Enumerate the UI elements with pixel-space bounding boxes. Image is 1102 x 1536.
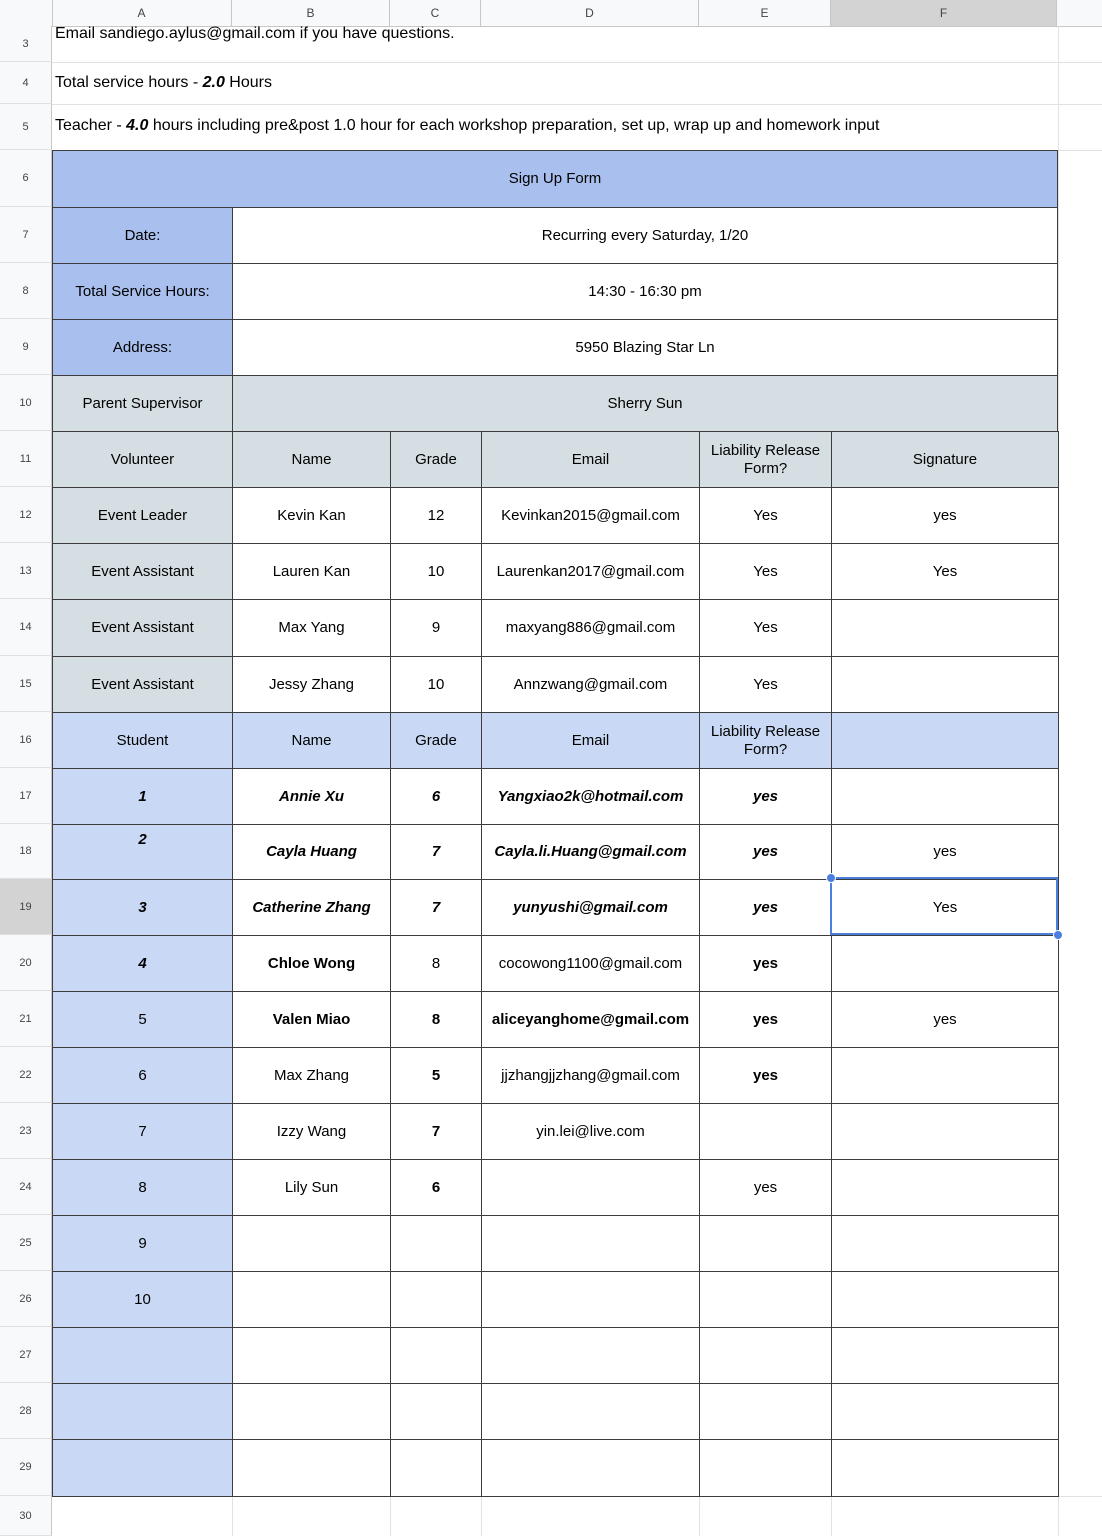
volunteer-name-cell[interactable]: Kevin Kan <box>232 487 391 544</box>
student-header-liability[interactable]: Liability Release Form? <box>699 712 832 769</box>
contact-note[interactable] <box>55 26 455 62</box>
teacher-hours-note[interactable] <box>55 117 880 135</box>
student-label-cell[interactable]: 2 <box>52 824 233 880</box>
volunteer-name-cell[interactable]: Jessy Zhang <box>232 656 391 713</box>
column-header-c[interactable]: C <box>390 0 481 26</box>
row-header-4[interactable]: 4 <box>0 62 52 104</box>
row-header-6[interactable]: 6 <box>0 150 52 207</box>
selection-fill-handle[interactable] <box>1053 930 1063 940</box>
student-signature-cell[interactable] <box>831 1271 1059 1328</box>
row-header-21[interactable]: 21 <box>0 991 52 1047</box>
student-liability-cell[interactable]: yes <box>699 1047 832 1104</box>
gridline <box>831 1496 832 1536</box>
student-label-cell[interactable]: 6 <box>52 1047 233 1104</box>
student-grade-cell[interactable]: 7 <box>390 879 482 936</box>
volunteer-signature-cell[interactable]: Yes <box>831 543 1059 600</box>
row-header-19[interactable]: 19 <box>0 879 52 935</box>
row-header-10[interactable]: 10 <box>0 375 52 431</box>
select-all-corner[interactable] <box>0 0 53 26</box>
column-header-bar <box>0 0 1102 27</box>
student-label-cell[interactable]: 5 <box>52 991 233 1048</box>
row-header-24[interactable]: 24 <box>0 1159 52 1215</box>
student-label-cell[interactable] <box>52 1327 233 1384</box>
row-header-8[interactable]: 8 <box>0 263 52 319</box>
student-email-cell[interactable] <box>481 1215 700 1272</box>
student-label-cell[interactable]: 7 <box>52 1103 233 1160</box>
volunteer-label-cell[interactable]: Event Assistant <box>52 543 233 600</box>
student-header-signature[interactable] <box>831 712 1059 769</box>
volunteer-email-cell[interactable]: Kevinkan2015@gmail.com <box>481 487 700 544</box>
student-name-cell[interactable]: Catherine Zhang <box>232 879 391 936</box>
row-header-22[interactable]: 22 <box>0 1047 52 1103</box>
student-name-cell[interactable]: Cayla Huang <box>232 824 391 880</box>
student-name-cell[interactable]: Izzy Wang <box>232 1103 391 1160</box>
student-label-cell[interactable] <box>52 1383 233 1440</box>
volunteer-header-label[interactable]: Volunteer <box>52 431 233 488</box>
student-name-cell[interactable] <box>232 1271 391 1328</box>
student-signature-cell[interactable] <box>831 1103 1059 1160</box>
student-label-cell[interactable]: 4 <box>52 935 233 992</box>
service-value: 2.0 <box>202 74 225 91</box>
student-signature-cell[interactable] <box>831 1215 1059 1272</box>
student-signature-cell[interactable] <box>831 935 1059 992</box>
student-grade-cell[interactable] <box>390 1327 482 1384</box>
student-email-cell[interactable]: jjzhangjjzhang@gmail.com <box>481 1047 700 1104</box>
student-liability-cell[interactable]: yes <box>699 879 832 936</box>
row-header-29[interactable]: 29 <box>0 1439 52 1496</box>
teacher-suffix: hours including pre&post 1.0 hour for each workshop preparation, set up, wrap up and homework input <box>148 117 880 134</box>
row-header-11[interactable]: 11 <box>0 431 52 487</box>
volunteer-email-cell[interactable]: Annzwang@gmail.com <box>481 656 700 713</box>
row-header-23[interactable]: 23 <box>0 1103 52 1159</box>
student-name-cell[interactable] <box>232 1327 391 1384</box>
row-header-16[interactable]: 16 <box>0 712 52 768</box>
address-value[interactable]: 5950 Blazing Star Ln <box>232 319 1058 376</box>
student-liability-cell[interactable] <box>699 1383 832 1440</box>
contact-note-text: Email sandiego.aylus@gmail.com if you have questions. <box>55 25 455 42</box>
student-name-cell[interactable]: Chloe Wong <box>232 935 391 992</box>
student-signature-cell[interactable] <box>831 1327 1059 1384</box>
student-grade-cell[interactable]: 7 <box>390 1103 482 1160</box>
volunteer-header-email[interactable]: Email <box>481 431 700 488</box>
student-label-cell[interactable]: 8 <box>52 1159 233 1216</box>
column-header-b[interactable]: B <box>232 0 390 26</box>
student-email-cell[interactable]: Cayla.li.Huang@gmail.com <box>481 824 700 880</box>
column-header-a[interactable]: A <box>52 0 232 26</box>
row-header-9[interactable]: 9 <box>0 319 52 375</box>
date-label[interactable]: Date: <box>52 207 233 264</box>
supervisor-label[interactable]: Parent Supervisor <box>52 375 233 432</box>
student-email-cell[interactable]: Yangxiao2k@hotmail.com <box>481 768 700 825</box>
student-signature-cell[interactable] <box>831 1383 1059 1440</box>
student-grade-cell[interactable]: 7 <box>390 824 482 880</box>
student-header-name[interactable]: Name <box>232 712 391 769</box>
student-grade-cell[interactable] <box>390 1215 482 1272</box>
row-header-5[interactable]: 5 <box>0 104 52 150</box>
gridline <box>52 62 1102 63</box>
column-header-d[interactable]: D <box>481 0 699 26</box>
row-header-17[interactable]: 17 <box>0 768 52 824</box>
student-label-cell[interactable]: 9 <box>52 1215 233 1272</box>
volunteer-label-cell[interactable]: Event Assistant <box>52 599 233 657</box>
student-name-cell[interactable]: Annie Xu <box>232 768 391 825</box>
row-header-27[interactable]: 27 <box>0 1327 52 1383</box>
service-suffix: Hours <box>224 74 272 91</box>
volunteer-label-cell[interactable]: Event Assistant <box>52 656 233 713</box>
student-grade-cell[interactable] <box>390 1439 482 1497</box>
student-name-cell[interactable] <box>232 1215 391 1272</box>
row-header-25[interactable]: 25 <box>0 1215 52 1271</box>
teacher-value: 4.0 <box>126 117 149 134</box>
volunteer-email-cell[interactable]: Laurenkan2017@gmail.com <box>481 543 700 600</box>
student-liability-cell[interactable] <box>699 1271 832 1328</box>
service-prefix: Total service hours - <box>55 74 203 91</box>
volunteer-header-name[interactable]: Name <box>232 431 391 488</box>
student-email-cell[interactable]: cocowong1100@gmail.com <box>481 935 700 992</box>
student-grade-cell[interactable]: 5 <box>390 1047 482 1104</box>
student-label-cell[interactable]: 1 <box>52 768 233 825</box>
row-header-12[interactable]: 12 <box>0 487 52 543</box>
volunteer-grade-cell[interactable]: 12 <box>390 487 482 544</box>
student-grade-cell[interactable]: 8 <box>390 991 482 1048</box>
gridline <box>481 1496 482 1536</box>
student-liability-cell[interactable] <box>699 1103 832 1160</box>
student-email-cell[interactable]: yunyushi@gmail.com <box>481 879 700 936</box>
row-header-15[interactable]: 15 <box>0 656 52 712</box>
volunteer-name-cell[interactable]: Lauren Kan <box>232 543 391 600</box>
student-signature-cell[interactable]: yes <box>831 824 1059 880</box>
student-name-cell[interactable]: Max Zhang <box>232 1047 391 1104</box>
hours-label[interactable]: Total Service Hours: <box>52 263 233 320</box>
student-name-cell[interactable] <box>232 1439 391 1497</box>
student-email-cell[interactable]: yin.lei@live.com <box>481 1103 700 1160</box>
form-title[interactable]: Sign Up Form <box>52 150 1058 208</box>
student-header-grade[interactable]: Grade <box>390 712 482 769</box>
student-label-cell[interactable]: 3 <box>52 879 233 936</box>
volunteer-grade-cell[interactable]: 9 <box>390 599 482 657</box>
student-signature-cell[interactable]: Yes <box>831 879 1059 936</box>
student-email-cell[interactable] <box>481 1439 700 1497</box>
row-header-28[interactable]: 28 <box>0 1383 52 1439</box>
volunteer-liability-cell[interactable]: Yes <box>699 543 832 600</box>
volunteer-grade-cell[interactable]: 10 <box>390 656 482 713</box>
volunteer-liability-cell[interactable]: Yes <box>699 656 832 713</box>
student-liability-cell[interactable] <box>699 1439 832 1497</box>
gridline <box>390 1496 391 1536</box>
teacher-prefix: Teacher - <box>55 117 127 134</box>
column-header-e[interactable]: E <box>699 0 831 26</box>
student-liability-cell[interactable]: yes <box>699 824 832 880</box>
service-hours-note[interactable] <box>55 74 272 92</box>
hours-value[interactable]: 14:30 - 16:30 pm <box>232 263 1058 320</box>
student-header-label[interactable]: Student <box>52 712 233 769</box>
student-liability-cell[interactable]: yes <box>699 768 832 825</box>
student-liability-cell[interactable]: yes <box>699 991 832 1048</box>
student-signature-cell[interactable] <box>831 768 1059 825</box>
volunteer-label-cell[interactable]: Event Leader <box>52 487 233 544</box>
volunteer-signature-cell[interactable] <box>831 599 1059 657</box>
volunteer-header-signature[interactable]: Signature <box>831 431 1059 488</box>
student-signature-cell[interactable] <box>831 1159 1059 1216</box>
student-liability-cell[interactable]: yes <box>699 1159 832 1216</box>
date-value[interactable]: Recurring every Saturday, 1/20 <box>232 207 1058 264</box>
volunteer-signature-cell[interactable]: yes <box>831 487 1059 544</box>
student-signature-cell[interactable]: yes <box>831 991 1059 1048</box>
student-header-email[interactable]: Email <box>481 712 700 769</box>
student-name-cell[interactable]: Lily Sun <box>232 1159 391 1216</box>
row-header-26[interactable]: 26 <box>0 1271 52 1327</box>
column-header-f[interactable]: F <box>831 0 1057 26</box>
student-liability-cell[interactable] <box>699 1327 832 1384</box>
gridline <box>232 1496 233 1536</box>
student-grade-cell[interactable]: 6 <box>390 768 482 825</box>
row-header-13[interactable]: 13 <box>0 543 52 599</box>
student-email-cell[interactable] <box>481 1327 700 1384</box>
row-header-20[interactable]: 20 <box>0 935 52 991</box>
student-liability-cell[interactable]: yes <box>699 935 832 992</box>
volunteer-header-grade[interactable]: Grade <box>390 431 482 488</box>
supervisor-value[interactable]: Sherry Sun <box>232 375 1058 432</box>
student-signature-cell[interactable] <box>831 1439 1059 1497</box>
volunteer-liability-cell[interactable]: Yes <box>699 599 832 657</box>
student-liability-cell[interactable] <box>699 1215 832 1272</box>
cell-selection-box[interactable] <box>830 877 1058 935</box>
student-label-cell[interactable]: 10 <box>52 1271 233 1328</box>
address-label[interactable]: Address: <box>52 319 233 376</box>
row-header-18[interactable]: 18 <box>0 824 52 879</box>
row-header-30[interactable]: 30 <box>0 1496 52 1536</box>
volunteer-header-liability[interactable]: Liability Release Form? <box>699 431 832 488</box>
student-signature-cell[interactable] <box>831 1047 1059 1104</box>
student-email-cell[interactable] <box>481 1159 700 1216</box>
student-email-cell[interactable] <box>481 1383 700 1440</box>
volunteer-signature-cell[interactable] <box>831 656 1059 713</box>
student-grade-cell[interactable]: 6 <box>390 1159 482 1216</box>
student-grade-cell[interactable]: 8 <box>390 935 482 992</box>
selection-handle-top-left[interactable] <box>826 873 836 883</box>
volunteer-grade-cell[interactable]: 10 <box>390 543 482 600</box>
row-header-7[interactable]: 7 <box>0 207 52 263</box>
volunteer-liability-cell[interactable]: Yes <box>699 487 832 544</box>
gridline <box>52 104 1102 105</box>
volunteer-email-cell[interactable]: maxyang886@gmail.com <box>481 599 700 657</box>
student-grade-cell[interactable] <box>390 1383 482 1440</box>
student-name-cell[interactable] <box>232 1383 391 1440</box>
row-header-14[interactable]: 14 <box>0 599 52 656</box>
gridline <box>699 1496 700 1536</box>
student-name-cell[interactable]: Valen Miao <box>232 991 391 1048</box>
student-email-cell[interactable] <box>481 1271 700 1328</box>
student-grade-cell[interactable] <box>390 1271 482 1328</box>
student-email-cell[interactable]: aliceyanghome@gmail.com <box>481 991 700 1048</box>
row-header-3[interactable]: 3 <box>0 26 52 62</box>
student-label-cell[interactable] <box>52 1439 233 1497</box>
volunteer-name-cell[interactable]: Max Yang <box>232 599 391 657</box>
